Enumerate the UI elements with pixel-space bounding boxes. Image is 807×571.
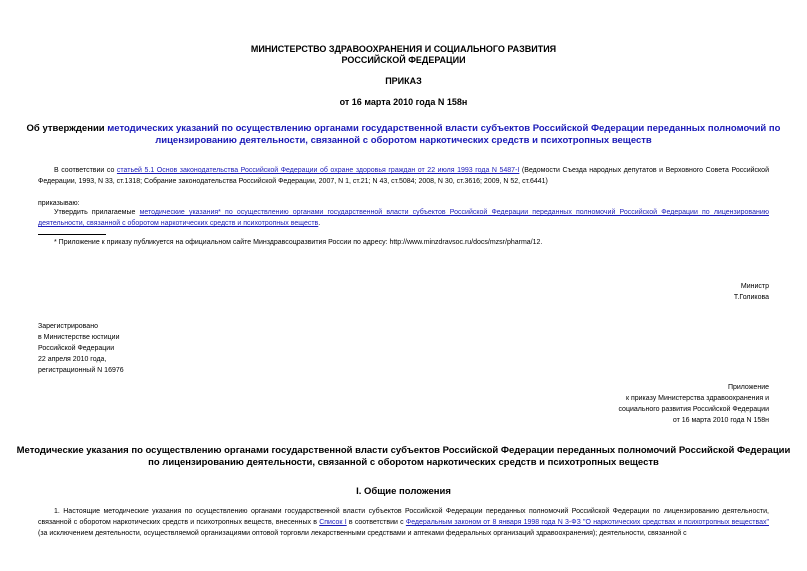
registration-line5: регистрационный N 16976 (38, 367, 124, 374)
approve-paragraph (38, 207, 769, 229)
general-provisions-paragraph (38, 506, 769, 539)
preamble-text-after: (Ведомости Съезда народных депутатов и Верховного Совета Российской Федерации, 1993, N 33, ст.1318; Собрание законодательства Российской Федерации, 2007, N 1, ст.21; N 43, ст.5084; 2008, N 30, ст.3616; 2009, N 52, ст.6441) (38, 167, 769, 185)
document-date-number: от 16 марта 2010 года N 158н (339, 97, 468, 107)
section-heading: I. Общие положения (356, 486, 451, 497)
document-type: ПРИКАЗ (385, 76, 422, 86)
p1-part1: 1. Настоящие методические указания по осуществлению органами государственной власти субъектов Российской Федерации переданных полномочий Российской Федерации по лицензированию деятельности, связанной с оборотом наркотических средств и психотропных веществ, внесенных в (38, 508, 769, 526)
appendix-line3: социального развития Российской Федерации (618, 406, 769, 413)
approve-prefix: Утвердить прилагаемые (54, 209, 140, 216)
registration-line3: Российской Федерации (38, 345, 115, 352)
order-title-link[interactable]: методических указаний по осуществлению органами государственной власти субъектов Российской Федерации переданных полномочий по (107, 123, 781, 134)
law-article-link[interactable]: статьей 5.1 Основ законодательства Российской Федерации об охране здоровья граждан от 22 июля 1993 года N 5487-I (116, 167, 520, 174)
registration-line2: в Министерстве юстиции (38, 334, 120, 341)
methodical-title-line1: Методические указания по осуществлению органами государственной власти субъектов Российской Федерации переданных полномочий Российской Федерации (16, 445, 791, 456)
appendix-block (469, 382, 769, 426)
footnote-divider (38, 234, 106, 235)
appendix-line1: Приложение (727, 384, 769, 391)
preamble-paragraph (38, 165, 769, 187)
p1-part2: в соответствии с (346, 519, 406, 526)
ministry-name-line2: РОССИЙСКОЙ ФЕДЕРАЦИИ (341, 55, 466, 65)
registration-line4: 22 апреля 2010 года, (38, 356, 107, 363)
ministry-name-line1: МИНИСТЕРСТВО ЗДРАВООХРАНЕНИЯ И СОЦИАЛЬНОГО РАЗВИТИЯ (250, 44, 557, 54)
approve-suffix: . (318, 220, 321, 227)
p1-part3: (за исключением деятельности, осуществляемой организациями оптовой торговли лекарственными средствами и аптеками федеральных организаций здравоохранения); деятельности, связанной с (38, 530, 687, 537)
methodical-guidelines-link[interactable]: методические указания* по осуществлению органами государственной власти субъектов Российской Федерации переданных полномочий Российской Федерации по лицензированию деятельности, связанной с оборотом наркотических средств и психотропных веществ (38, 209, 769, 227)
list-one-link[interactable]: Список I (319, 519, 347, 526)
signature-name: Т.Голикова (733, 294, 769, 301)
appendix-line4: от 16 марта 2010 года N 158н (672, 417, 769, 424)
preamble-text-before: В соответствии со (54, 167, 117, 174)
appendix-line2: к приказу Министерства здравоохранения и (625, 395, 769, 402)
footnote-text: * Приложение к приказу публикуется на официальном сайте Минздравсоцразвития России по адресу: http://www.minzdravsoc.ru/docs/mzsr/pharma/12. (54, 239, 543, 246)
order-verb: приказываю: (38, 200, 80, 207)
order-title-line1 (0, 123, 807, 135)
order-title-link-line2[interactable]: лицензированию деятельности, связанной с оборотом наркотических средств и психотропных веществ (155, 135, 652, 146)
federal-law-link[interactable]: Федеральным законом от 8 января 1998 года N 3-ФЗ "О наркотических средствах и психотропных веществах" (405, 519, 770, 526)
order-title-prefix: Об утверждении (26, 123, 108, 134)
signature-position: Министр (740, 283, 769, 290)
methodical-title-line2: по лицензированию деятельности, связанной с оборотом наркотических средств и психотропных веществ (148, 457, 659, 468)
registration-line1: Зарегистрировано (38, 323, 98, 330)
registration-block (38, 321, 124, 376)
